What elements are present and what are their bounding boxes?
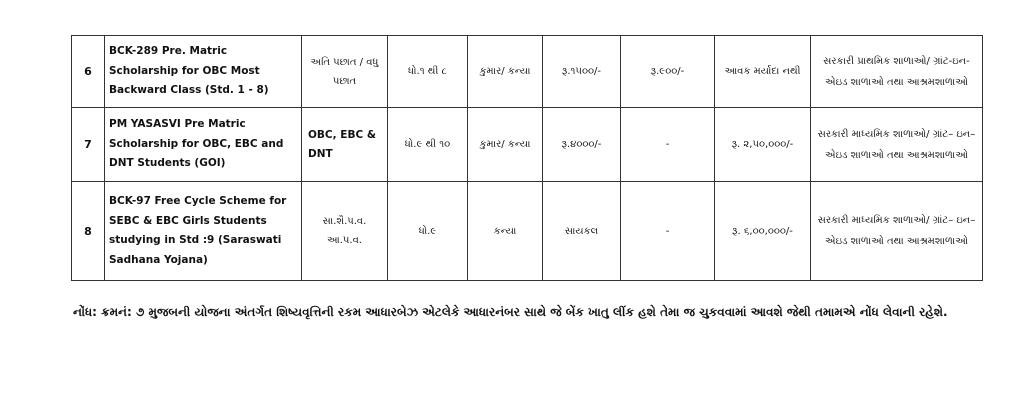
caste-category: અતિ પછાત / વધુ પછાત bbox=[302, 36, 388, 108]
secondary-amount: - bbox=[621, 182, 715, 281]
standard: ધો.૯ bbox=[388, 182, 468, 281]
table-row bbox=[72, 108, 983, 182]
row-number: 8 bbox=[72, 182, 105, 281]
scholarship-schemes-table bbox=[71, 35, 983, 281]
scholarship-amount: રૂ.૧૫૦૦/- bbox=[543, 36, 621, 108]
scholarship-amount: સાયકલ bbox=[543, 182, 621, 281]
standard: ધો.૧ થી ૮ bbox=[388, 36, 468, 108]
gender: કન્યા bbox=[468, 182, 543, 281]
table-row bbox=[72, 182, 983, 281]
table-row bbox=[72, 36, 983, 108]
row-number: 7 bbox=[72, 108, 105, 182]
footnote: નોંધ: ક્રમનં: ૭ મુજબની યોજના અંતર્ગત શિષ્યવૃત્તિની રકમ આધારબેઝ એટલેકે આધારનંબર સાથે જે બેંક ખાતુ લીંક હશે તેમા જ ચુકવવામાં આવશે જેથી તમામએ નોંધ લેવાની રહેશે. bbox=[73, 305, 948, 319]
gender: કુમાર/ કન્યા bbox=[468, 108, 543, 182]
scholarship-amount: રૂ.૪૦૦૦/- bbox=[543, 108, 621, 182]
secondary-amount: રૂ.૯૦૦/- bbox=[621, 36, 715, 108]
scheme-name: BCK-97 Free Cycle Scheme for SEBC & EBC Girls Students studying in Std :9 (Saraswati Sadhana Yojana) bbox=[105, 182, 302, 281]
eligible-schools: સરકારી પ્રાથમિક શાળાઓ/ ગ્રાંટ-ઇન-એઇડ શાળાઓ તથા આશ્રમશાળાઓ bbox=[811, 36, 983, 108]
eligible-schools: સરકારી માધ્યમિક શાળાઓ/ ગ્રાંટ– ઇન– એઇડ શાળાઓ તથા આશ્રમશાળાઓ bbox=[811, 108, 983, 182]
secondary-amount: - bbox=[621, 108, 715, 182]
standard: ધો.૯ થી ૧૦ bbox=[388, 108, 468, 182]
scheme-name: PM YASASVI Pre Matric Scholarship for OBC, EBC and DNT Students (GOI) bbox=[105, 108, 302, 182]
row-number: 6 bbox=[72, 36, 105, 108]
caste-category: OBC, EBC & DNT bbox=[302, 108, 388, 182]
income-limit: રૂ. ૨,૫૦,૦૦૦/- bbox=[715, 108, 811, 182]
income-limit: રૂ. ૬,૦૦,૦૦૦/- bbox=[715, 182, 811, 281]
scheme-name: BCK-289 Pre. Matric Scholarship for OBC Most Backward Class (Std. 1 - 8) bbox=[105, 36, 302, 108]
income-limit: આવક મર્યાદા નથી bbox=[715, 36, 811, 108]
caste-category: સા.શૈ.પ.વ. આ.પ.વ. bbox=[302, 182, 388, 281]
gender: કુમાર/ કન્યા bbox=[468, 36, 543, 108]
eligible-schools: સરકારી માધ્યમિક શાળાઓ/ ગ્રાંટ– ઇન– એઇડ શાળાઓ તથા આશ્રમશાળાઓ bbox=[811, 182, 983, 281]
